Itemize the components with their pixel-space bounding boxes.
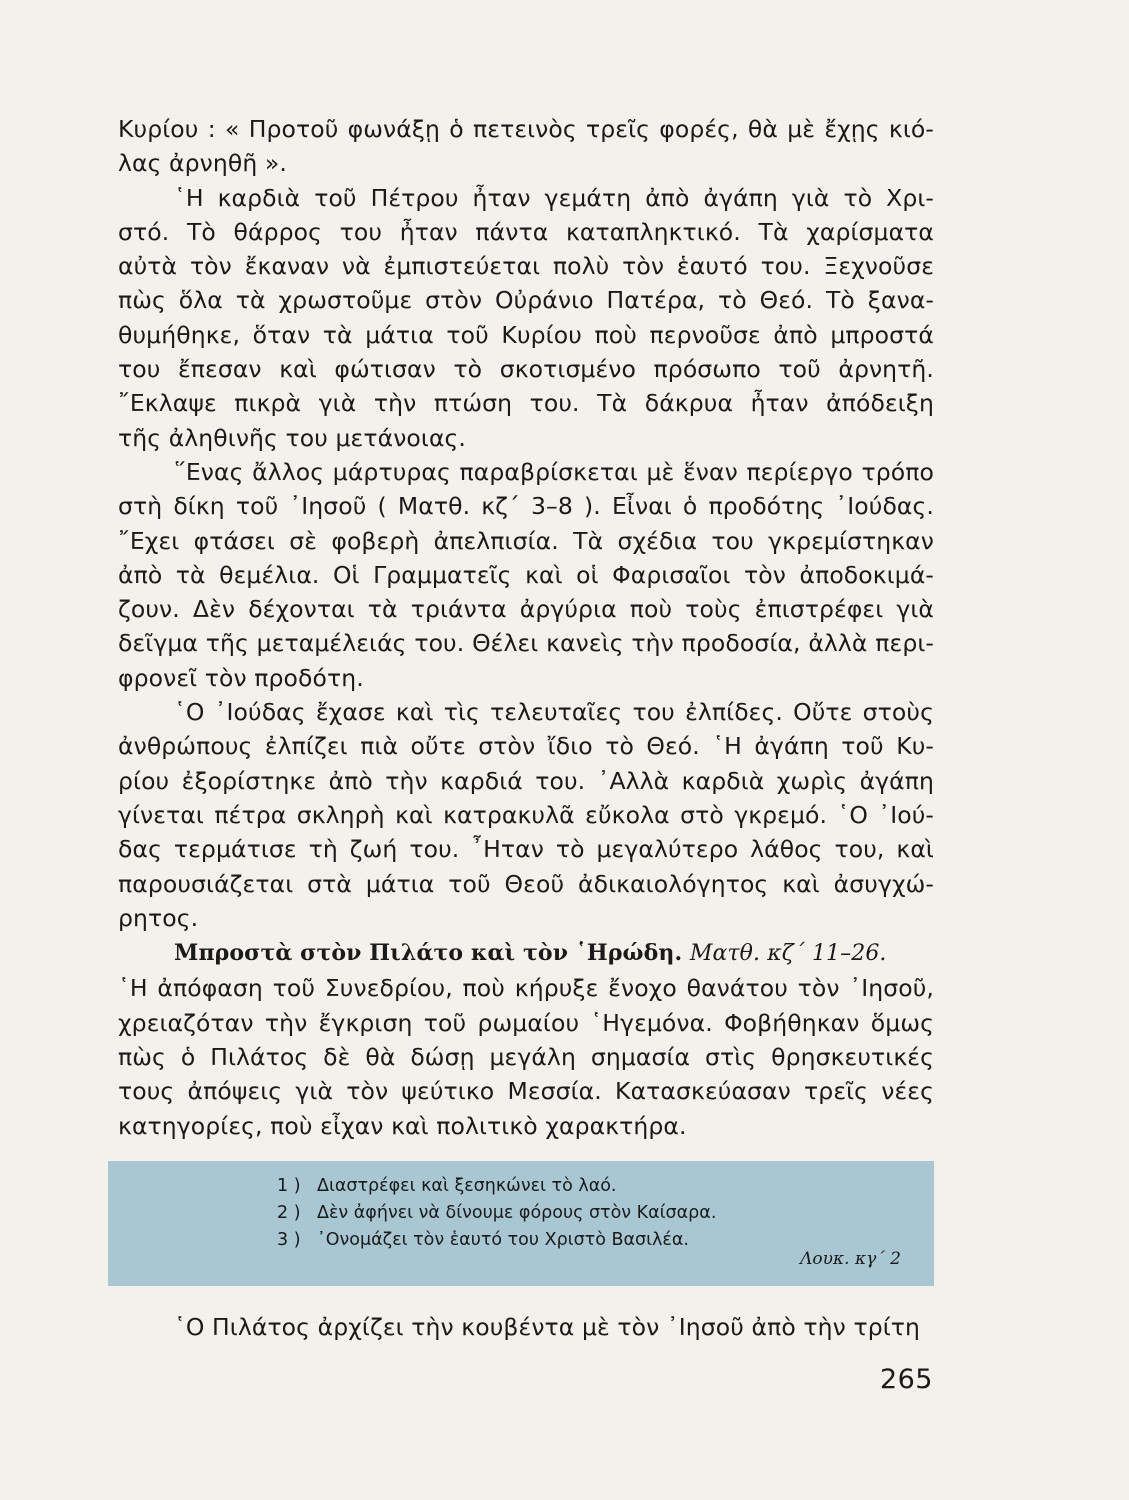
text-line: δας τερμάτισε τὴ ζωή του. ῏Ηταν τὸ μεγαλύτερο λάθος του, καὶ — [118, 835, 934, 864]
accusation-text: Δὲν ἀφήνει νὰ δίνουμε φόρους στὸν Καίσαρα. — [317, 1203, 717, 1223]
accusations-box — [108, 1161, 934, 1286]
text-line: ῾Η καρδιὰ τοῦ Πέτρου ἦταν γεμάτη ἀπὸ ἀγάπη γιὰ τὸ Χρι- — [174, 183, 934, 212]
text-line: ρίου ἐξορίστηκε ἀπὸ τὴν καρδιά του. ᾿Αλλὰ καρδιὰ χωρὶς ἀγάπη — [118, 766, 934, 795]
section-heading-line — [118, 935, 934, 971]
text-line: τῆς ἀληθινῆς του μετάνοιας. — [118, 423, 467, 452]
accusation-number: 3 ) — [277, 1230, 301, 1250]
accusation-number: 2 ) — [277, 1203, 301, 1223]
text-line: πὼς ὅλα τὰ χρωστοῦμε στὸν Οὐράνιο Πατέρα, τὸ Θεό. Τὸ ξανα- — [118, 286, 934, 315]
section-line: χρειαζόταν τὴν ἔγκριση τοῦ ρωμαίου ῾Ηγεμόνα. Φοβήθηκαν ὅμως — [118, 1008, 934, 1037]
final-text — [118, 1310, 934, 1344]
text-line: στὴ δίκη τοῦ ᾿Ιησοῦ ( Ματθ. κζ΄ 3–8 ). Εἶναι ὁ προδότης ᾿Ιούδας. — [118, 492, 934, 521]
text-line: φρονεῖ τὸν προδότη. — [118, 663, 364, 692]
text-line: Κυρίου : « Προτοῦ φωνάξῃ ὁ πετεινὸς τρεῖς φορές, θὰ μὲ ἔχῃς κιό- — [118, 115, 934, 143]
text-line: ἀνθρώπους ἐλπίζει πιὰ οὔτε στὸν ἴδιο τὸ Θεό. ῾Η ἀγάπη τοῦ Κυ- — [118, 732, 934, 761]
accusation-item — [277, 1173, 897, 1200]
page-number: 265 — [879, 1364, 933, 1395]
text-line: δεῖγμα τῆς μεταμέλειάς του. Θέλει κανεὶς τὴν προδοσία, ἀλλὰ περι- — [118, 629, 934, 658]
accusation-text: Διαστρέφει καὶ ξεσηκώνει τὸ λαό. — [317, 1176, 617, 1196]
text-line: ῞Ενας ἄλλος μάρτυρας παραβρίσκεται μὲ ἕναν περίεργο τρόπο — [174, 457, 934, 486]
text-line: του ἔπεσαν καὶ φώτισαν τὸ σκοτισμένο πρόσωπο τοῦ ἀρνητῆ. — [118, 355, 934, 384]
text-line: θυμήθηκε, ὅταν τὰ μάτια τοῦ Κυρίου ποὺ περνοῦσε ἀπὸ μπροστά — [118, 320, 934, 349]
text-line: ῎Εχει φτάσει σὲ φοβερὴ ἀπελπισία. Τὰ σχέδια του γκρεμίστηκαν — [118, 526, 934, 555]
accusation-item — [277, 1200, 897, 1227]
section-line: ῾Η ἀπόφαση τοῦ Συνεδρίου, ποὺ κήρυξε ἔνοχο θανάτου τὸν ᾿Ιησοῦ, — [118, 974, 934, 1003]
section-line: κατηγορίες, ποὺ εἶχαν καὶ πολιτικὸ χαρακτήρα. — [118, 1111, 687, 1140]
text-line: λας ἀρνηθῆ ». — [118, 149, 287, 178]
main-text — [118, 112, 934, 1143]
section-heading: Μπροστὰ στὸν Πιλάτο καὶ τὸν ῾Ηρώδη. — [174, 940, 683, 967]
text-line: γίνεται πέτρα σκληρὴ καὶ κατρακυλᾶ εὔκολα στὸ γκρεμό. ῾Ο ᾿Ιού- — [118, 800, 934, 829]
text-line: ῾Ο ᾿Ιούδας ἔχασε καὶ τὶς τελευταῖες του ἐλπίδες. Οὔτε στοὺς — [174, 698, 934, 727]
section-line: τους ἀπόψεις γιὰ τὸν ψεύτικο Μεσσία. Κατασκεύασαν τρεῖς νέες — [118, 1077, 934, 1106]
text-line: ῎Εκλαψε πικρὰ γιὰ τὴν πτώση του. Τὰ δάκρυα ἦταν ἀπόδειξη — [118, 389, 934, 418]
text-line: παρουσιάζεται στὰ μάτια τοῦ Θεοῦ ἀδικαιολόγητος καὶ ἀσυγχώ- — [118, 869, 934, 898]
section-reference: Ματθ. κζ΄ 11–26. — [689, 941, 887, 967]
section-line: πὼς ὁ Πιλάτος δὲ θὰ δώσῃ μεγάλη σημασία στὶς θρησκευτικές — [118, 1043, 934, 1072]
text-line: στό. Τὸ θάρρος του ἦταν πάντα καταπληκτικό. Τὰ χαρίσματα — [118, 217, 934, 246]
final-paragraph: ῾Ο Πιλάτος ἀρχίζει τὴν κουβέντα μὲ τὸν ᾿Ιησοῦ ἀπὸ τὴν τρίτη — [174, 1313, 921, 1341]
text-line: ζουν. Δὲν δέχονται τὰ τριάντα ἀργύρια ποὺ τοὺς ἐπιστρέφει γιὰ — [118, 595, 934, 624]
accusation-number: 1 ) — [277, 1176, 301, 1196]
accusation-text: ᾿Ονομάζει τὸν ἑαυτό του Χριστὸ Βασιλέα. — [317, 1230, 689, 1250]
text-line: ρητος. — [118, 903, 199, 932]
text-line: αὐτὰ τὸν ἔκαναν νὰ ἐμπιστεύεται πολὺ τὸν ἑαυτό του. Ξεχνοῦσε — [118, 252, 934, 281]
accusations-list — [277, 1173, 897, 1254]
text-line: ἀπὸ τὰ θεμέλια. Οἱ Γραμματεῖς καὶ οἱ Φαρισαῖοι τὸν ἀποδοκιμά- — [118, 560, 934, 589]
box-reference: Λουκ. κγ΄ 2 — [800, 1249, 901, 1269]
